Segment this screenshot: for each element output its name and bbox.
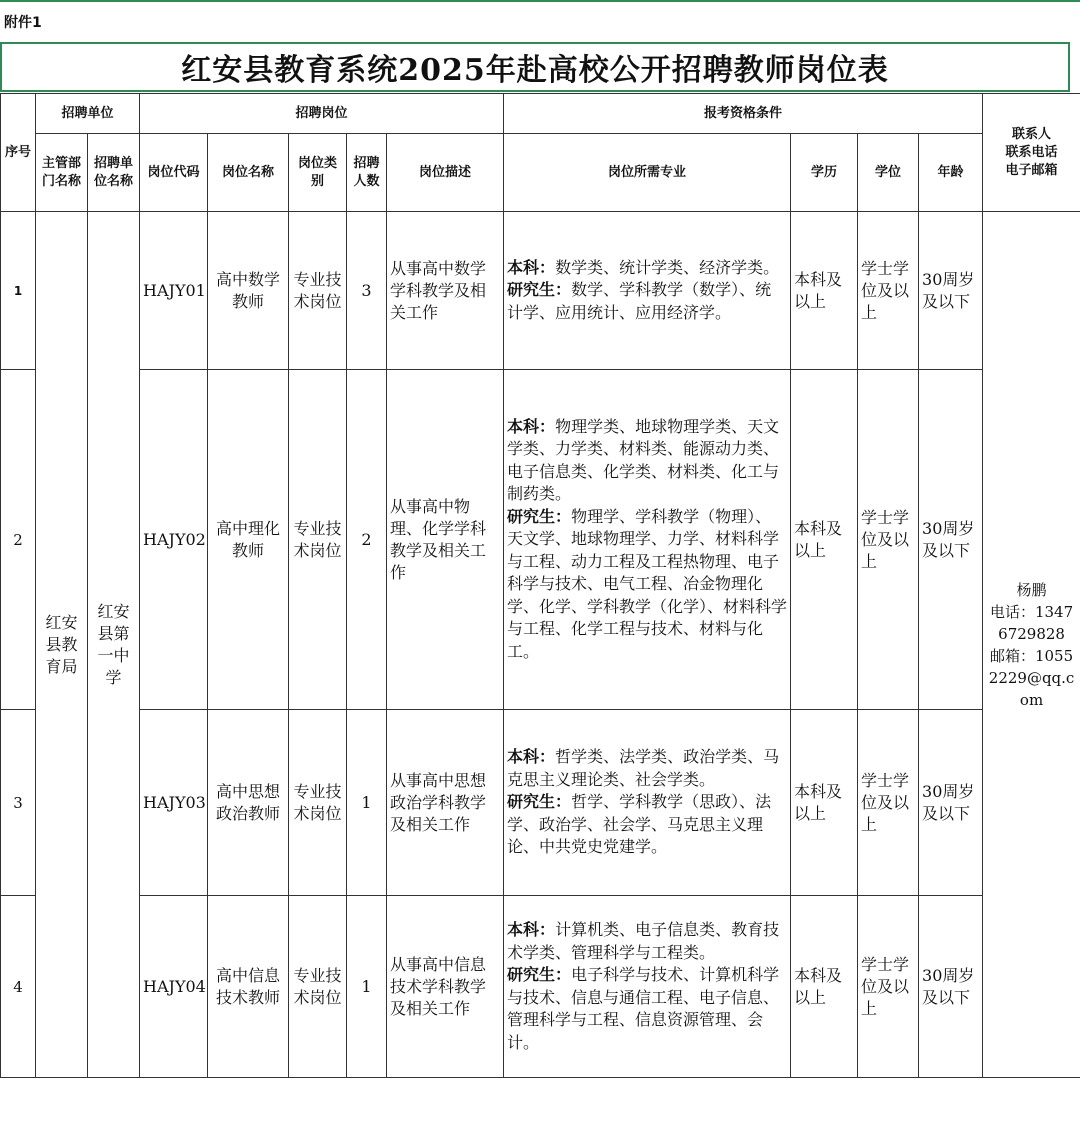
post-count: 1 xyxy=(347,710,387,896)
post-desc: 从事高中数学学科教学及相关工作 xyxy=(387,212,504,370)
education: 本科及以上 xyxy=(791,212,858,370)
required-major xyxy=(504,896,791,1078)
grad-majors: 哲学、学科教学（思政）、法学、政治学、社会学、马克思主义理论、中共党史党建学。 xyxy=(507,792,772,857)
contact-phone: 电话：13476729828 xyxy=(989,602,1074,643)
age-limit: 30周岁及以下 xyxy=(919,212,983,370)
post-count: 2 xyxy=(347,370,387,710)
grad-label: 研究生： xyxy=(507,965,572,984)
header-contact: 联系人 联系电话 电子邮箱 xyxy=(983,94,1080,212)
contact-name: 杨鹏 xyxy=(1016,580,1047,599)
row-seq: 4 xyxy=(1,896,36,1078)
header-unit-group: 招聘单位 xyxy=(36,94,140,134)
required-major xyxy=(504,370,791,710)
education: 本科及以上 xyxy=(791,370,858,710)
post-name: 高中信息技术教师 xyxy=(208,896,289,1078)
header-seq: 序号 xyxy=(1,94,36,212)
post-name: 高中思想政治教师 xyxy=(208,710,289,896)
header-major: 岗位所需专业 xyxy=(504,134,791,212)
row-seq: 2 xyxy=(1,370,36,710)
undergrad-label: 本科： xyxy=(507,257,556,277)
undergrad-label: 本科： xyxy=(507,920,556,939)
undergrad-majors: 数学类、统计学类、经济学类。 xyxy=(555,257,780,277)
undergrad-majors: 哲学类、法学类、政治学类、马克思主义理论类、社会学类。 xyxy=(507,747,780,789)
unit-name: 红安县第一中学 xyxy=(88,212,140,1078)
age-limit: 30周岁及以下 xyxy=(919,896,983,1078)
post-name: 高中数学教师 xyxy=(208,212,289,370)
post-type: 专业技术岗位 xyxy=(289,710,347,896)
post-count: 1 xyxy=(347,896,387,1078)
required-major xyxy=(504,212,791,370)
post-code: HAJY02 xyxy=(140,370,208,710)
table-row xyxy=(1,710,1080,896)
grad-label: 研究生： xyxy=(507,280,572,300)
header-qual-group: 报考资格条件 xyxy=(504,94,983,134)
post-desc: 从事高中思想政治学科教学及相关工作 xyxy=(387,710,504,896)
undergrad-majors: 物理学类、地球物理学类、天文学类、力学类、材料类、能源动力类、电子信息类、化学类、材料类、化工与制药类。 xyxy=(507,416,780,504)
undergrad-majors: 计算机类、电子信息类、教育技术学类、管理科学与工程类。 xyxy=(507,920,780,962)
table-row xyxy=(1,212,1080,370)
post-code: HAJY03 xyxy=(140,710,208,896)
table-row xyxy=(1,896,1080,1078)
header-post-group: 招聘岗位 xyxy=(140,94,504,134)
post-code: HAJY01 xyxy=(140,212,208,370)
grad-label: 研究生： xyxy=(507,506,572,526)
row-seq: 1 xyxy=(1,212,36,370)
header-age: 年龄 xyxy=(919,134,983,212)
header-degree: 学位 xyxy=(858,134,919,212)
post-type: 专业技术岗位 xyxy=(289,896,347,1078)
header-post-name: 岗位名称 xyxy=(208,134,289,212)
header-count: 招聘人数 xyxy=(347,134,387,212)
post-count: 3 xyxy=(347,212,387,370)
grad-majors: 电子科学与技术、计算机科学与技术、信息与通信工程、电子信息、管理科学与工程、信息资源管理、会计。 xyxy=(507,965,780,1052)
post-type: 专业技术岗位 xyxy=(289,212,347,370)
age-limit: 30周岁及以下 xyxy=(919,710,983,896)
post-desc: 从事高中物理、化学学科教学及相关工作 xyxy=(387,370,504,710)
table-row xyxy=(1,370,1080,710)
post-type: 专业技术岗位 xyxy=(289,370,347,710)
contact-info xyxy=(983,212,1080,1078)
top-border-line xyxy=(0,0,1080,2)
degree: 学士学位及以上 xyxy=(858,710,919,896)
contact-email: 邮箱：10552229@qq.com xyxy=(988,646,1075,709)
dept-name: 红安县教育局 xyxy=(36,212,88,1078)
header-desc: 岗位描述 xyxy=(387,134,504,212)
recruitment-table xyxy=(0,93,1080,1078)
post-desc: 从事高中信息技术学科教学及相关工作 xyxy=(387,896,504,1078)
row-seq: 3 xyxy=(1,710,36,896)
post-name: 高中理化教师 xyxy=(208,370,289,710)
undergrad-label: 本科： xyxy=(507,747,556,767)
grad-label: 研究生： xyxy=(507,792,572,812)
header-dept: 主管部门名称 xyxy=(36,134,88,212)
undergrad-label: 本科： xyxy=(507,416,556,436)
education: 本科及以上 xyxy=(791,896,858,1078)
page-title: 红安县教育系统2025年赴高校公开招聘教师岗位表 xyxy=(0,42,1070,92)
attachment-label: 附件1 xyxy=(4,15,42,31)
header-edu: 学历 xyxy=(791,134,858,212)
post-code: HAJY04 xyxy=(140,896,208,1078)
age-limit: 30周岁及以下 xyxy=(919,370,983,710)
degree: 学士学位及以上 xyxy=(858,370,919,710)
required-major xyxy=(504,710,791,896)
header-post-type: 岗位类别 xyxy=(289,134,347,212)
header-unit: 招聘单位名称 xyxy=(88,134,140,212)
degree: 学士学位及以上 xyxy=(858,212,919,370)
degree: 学士学位及以上 xyxy=(858,896,919,1078)
grad-majors: 数学、学科教学（数学）、统计学、应用统计、应用经济学。 xyxy=(507,280,772,322)
header-code: 岗位代码 xyxy=(140,134,208,212)
grad-majors: 物理学、学科教学（物理）、天文学、地球物理学、力学、材料科学与工程、动力工程及工程热物理、电子科学与技术、电气工程、冶金物理化学、化学、学科教学（化学）、材料科学与工程、化学工程与技术、材料与化工。 xyxy=(507,506,788,661)
education: 本科及以上 xyxy=(791,710,858,896)
